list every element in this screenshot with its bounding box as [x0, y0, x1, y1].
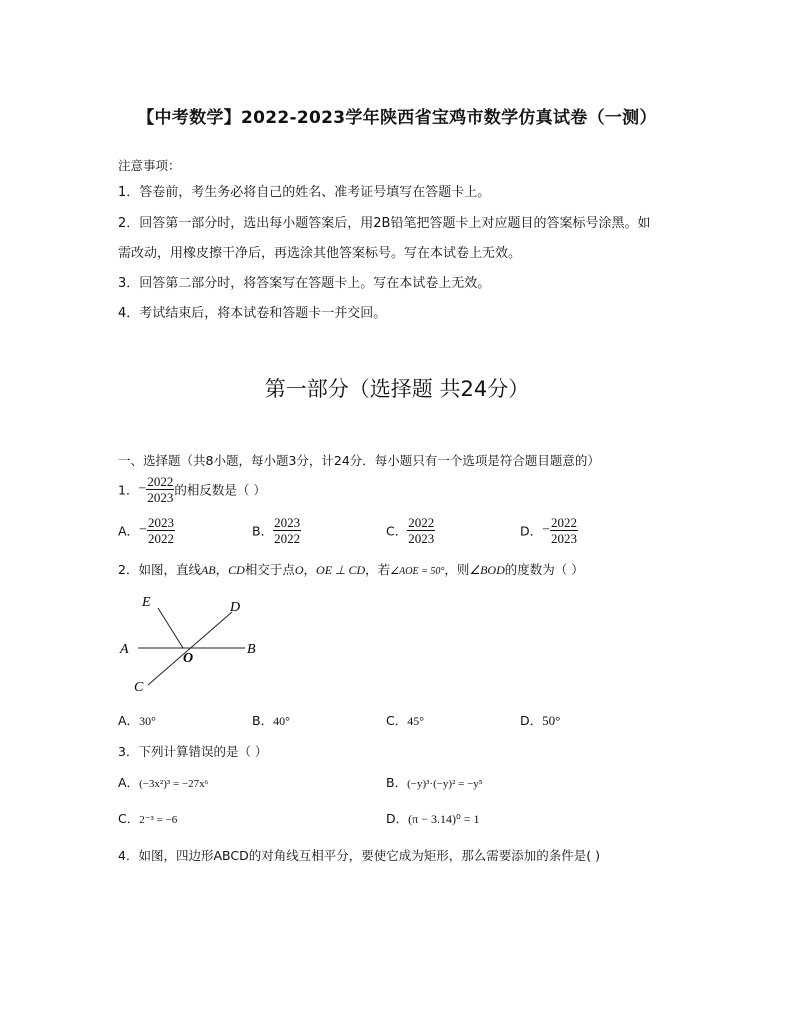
- option-label: A．: [118, 523, 140, 539]
- question-number: 4．: [118, 848, 139, 863]
- perpendicular-expr: OE ⊥ CD: [316, 563, 366, 577]
- option-value: 45°: [407, 714, 425, 728]
- denominator: 2022: [147, 531, 174, 546]
- note-item-1: 1．答卷前，考生务必将自己的姓名、准考证号填写在答题卡上。: [118, 185, 491, 200]
- line-ab: AB: [200, 563, 216, 577]
- page-title: 【中考数学】2022-2023学年陕西省宝鸡市数学仿真试卷（一测）: [137, 108, 657, 128]
- numerator: 2022: [147, 474, 174, 489]
- question-text: 如图，四边形ABCD的对角线互相平分，要使它成为矩形，那么需要添加的条件是( ): [138, 848, 600, 863]
- notes-heading: 注意事项：: [118, 158, 181, 173]
- question-2: [118, 560, 584, 578]
- label-b: B: [247, 642, 256, 657]
- option-label: D．: [520, 713, 543, 728]
- label-e: E: [142, 595, 151, 610]
- option-label: B．: [252, 523, 274, 539]
- option-label: A．: [118, 775, 140, 790]
- option-label: B．: [252, 713, 274, 728]
- q2-figure: [110, 590, 270, 700]
- text-part: 相交于点: [244, 562, 295, 577]
- section-title: 第一部分（选择题 共24分）: [264, 377, 530, 401]
- fraction: [407, 515, 435, 546]
- option-label: C．: [386, 523, 408, 539]
- question-number: 3．: [118, 744, 139, 759]
- option-expr: (−y)³·(−y)² = −y⁵: [407, 778, 483, 790]
- numerator: 2023: [147, 515, 174, 530]
- q2-option-a: [118, 711, 156, 729]
- q1-option-b: [252, 515, 301, 546]
- angle-bod: ∠BOD: [469, 563, 505, 577]
- line-cd: CD: [228, 563, 245, 577]
- part-header: 一、选择题（共8小题，每小题3分，计24分．每小题只有一个选项是符合题目题意的）: [118, 453, 600, 468]
- question-3: [118, 742, 267, 760]
- denominator: 2023: [551, 531, 578, 546]
- text-part: ，: [303, 562, 317, 577]
- q1-option-d: [520, 515, 578, 546]
- question-number: 2．: [118, 562, 139, 577]
- question-1: [118, 474, 266, 505]
- option-label: D．: [386, 811, 409, 826]
- fraction: [147, 515, 175, 546]
- q2-option-d: [520, 711, 560, 729]
- label-d: D: [230, 600, 241, 615]
- option-label: C．: [386, 713, 408, 728]
- text-part: ，: [215, 562, 229, 577]
- option-value: 50°: [542, 713, 561, 728]
- ray-oe: [158, 608, 183, 648]
- q3-option-a: [118, 773, 208, 791]
- numerator: 2022: [551, 515, 578, 530]
- note-item-2: 2．回答第一部分时，选出每小题答案后，用2B铅笔把答题卡上对应题目的答案标号涂黑。如: [118, 216, 651, 231]
- numerator: 2022: [408, 515, 435, 530]
- angle-expr: ∠AOE = 50°: [390, 566, 445, 577]
- q2-option-b: [252, 711, 290, 729]
- option-value: 30°: [139, 714, 156, 728]
- option-expr: 2⁻³ = −6: [139, 814, 178, 826]
- denominator: 2023: [408, 531, 435, 546]
- fraction: [550, 515, 578, 546]
- option-label: B．: [386, 775, 408, 790]
- note-item-2-cont: 需改动，用橡皮擦干净后，再选涂其他答案标号。写在本试卷上无效。: [118, 246, 522, 261]
- fraction: [273, 515, 301, 546]
- question-text: 下列计算错误的是（ ）: [138, 744, 268, 759]
- note-item-4: 4．考试结束后，将本试卷和答题卡一并交回。: [118, 306, 387, 321]
- fraction: [146, 474, 174, 505]
- option-expr: (π − 3.14)⁰ = 1: [408, 812, 480, 826]
- text-part: ，若: [365, 562, 391, 577]
- denominator: 2022: [274, 531, 301, 546]
- minus-sign: −: [139, 522, 147, 538]
- question-number: 1．: [118, 482, 139, 498]
- label-c: C: [134, 680, 144, 695]
- label-o: O: [183, 651, 194, 666]
- q3-option-c: [118, 809, 177, 827]
- option-value: 40°: [273, 714, 290, 728]
- minus-sign: −: [542, 522, 551, 538]
- text-part: 如图，直线: [138, 562, 201, 577]
- q3-option-b: [386, 773, 483, 791]
- option-expr: (−3x²)³ = −27x⁶: [139, 778, 209, 790]
- label-a: A: [120, 642, 129, 657]
- text-part: 的度数为（ ）: [504, 562, 584, 577]
- option-label: D．: [520, 523, 543, 539]
- minus-sign: −: [138, 481, 147, 497]
- question-4: [118, 846, 600, 864]
- q1-option-c: [386, 515, 435, 546]
- numerator: 2023: [274, 515, 301, 530]
- point-o: O: [294, 563, 304, 577]
- q2-option-c: [386, 711, 424, 729]
- note-item-3: 3．回答第二部分时，将答案写在答题卡上。写在本试卷上无效。: [118, 276, 491, 291]
- q3-option-d: [386, 809, 480, 827]
- question-text: 的相反数是（ ）: [174, 482, 266, 498]
- denominator: 2023: [147, 490, 174, 505]
- q1-option-a: [118, 515, 175, 546]
- text-part: ，则: [444, 562, 470, 577]
- option-label: A．: [118, 713, 140, 728]
- option-label: C．: [118, 811, 140, 826]
